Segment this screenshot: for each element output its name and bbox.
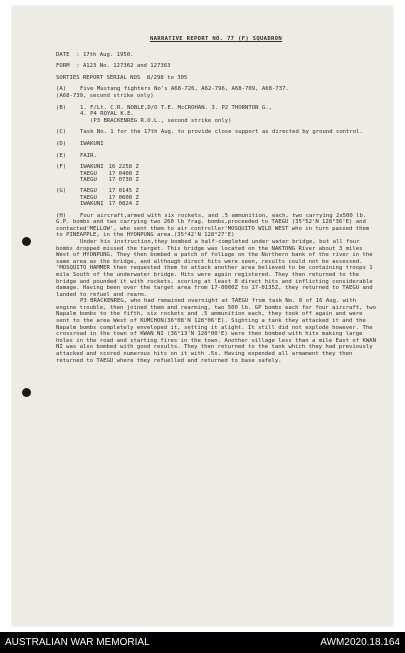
report-date: DATE : 17th Aug. 1950.: [56, 51, 134, 58]
table-row: TAEGU 17 0400 Z: [80, 170, 139, 177]
report-text: [56, 36, 376, 369]
punch-hole-icon: [22, 388, 31, 397]
table-row: IWAKUNI 16 2258 Z: [80, 164, 139, 171]
footer-institution: AUSTRALIAN WAR MEMORIAL: [5, 637, 150, 648]
report-form: FORM : A123 No. 127362 and 127363: [56, 63, 171, 70]
section-e: (E) FAIR.: [56, 152, 97, 159]
report-sorties: SORTIES REPORT SERIAL NOS 8/298 to 305: [56, 74, 188, 81]
section-b: (B) 1. F/Lt. C.R. NOBLE,D/O T.E. McCROHAN. 3. P2 THORNTON G., 4. P4 ROYAL K.E. (P3 BRACKENREG R.O.L., second strike only): [56, 104, 272, 124]
table-row: TAEGU 17 0600 Z: [80, 194, 139, 201]
section-c: (C) Task No. 1 for the 17th Aug. to provide close support as directed by ground control.: [56, 129, 363, 136]
punch-hole-icon: [22, 237, 31, 246]
section-h: (H) Four aircraft,armed with six rockets, and .5 ammunition, each, two carrying 2x500 lb. G.P. bombs and two carrying two 260 lb frag. bombs,proceeded to TAEGU (35°52'N 128°36'E) and contacted'MELLOW', who sent them to air controller'MOSQUITO WILD WEST who in turn passed them to PINEAPPLE, in the HYONPUNG area.(35°42'N 128°27'E) Under his instruction,they bombed a half-completed under water bridge, but all four bombs dropped missed the target. This bridge was located on the NAKTONG River about 3 miles West of HYONPUNG. They then bombed a patch of foliage on the Northern bank of the river in the same area as the bridge, and although direct hits were seen, results could not be assessed. 'MOSQUITO HAMMER then requested them to attack another area believed to be containing troops 1 mile South of the underwater bridge. Hits were again registered. They then returned to the bridge and pounded it with rockets, scoring at least 8 direct hits and inflicting considerable damage. Having been over the target area from 17-0000Z to 17-0135Z, they returned to TAEGU and landed to refuel and rearm. P3 BRACKENREG, who had remained overnight at TAEGU from task No. 8 of 16 Aug. with engine trouble, then joined them and rearming, two 500 lb. GP bombs each for four aircraft, two Napalm bombs to the fifth, six rockets and .5 ammunition each, they took off again and were sent to the area West of KUMCHON(36°08'N 128°06'E). Sighting a tank they attacked it and the Napalm bombs completely enveloped it, setting it alight. It still did not explode however. The crossroad in the town of KWAN NI (36°13'N 128°00'E) were then bombed with hits making large holes in the road and starting fires in the town. Another village less than a mile East of KWAN NI was also bombed with good results. They then returned to the tank which they had previously attacked and scored numerous hits on it with .5s. Having expended all armament they then returned to TAEGU where they refuelled and returned to base safely.: [56, 212, 376, 364]
section-d: (D) IWAKUNI: [56, 140, 104, 147]
table-row: IWAKUNI 17 0824 Z: [80, 201, 139, 208]
section-g: (G) TAEGU 17 0145 Z TAEGU 17 0600 Z IWAKUNI 17 0824 Z: [56, 188, 376, 207]
takeoff-times-table: [80, 164, 144, 183]
table-row: TAEGU 17 0730 Z: [80, 176, 139, 183]
footer-accession-number: AWM2020.18.164: [320, 637, 400, 648]
table-row: TAEGU 17 0145 Z: [80, 188, 139, 195]
report-title: NARRATIVE REPORT NO. 77 (F) SQUADRON: [149, 36, 283, 42]
section-f: (F) IWAKUNI 16 2258 Z TAEGU 17 0400 Z TAEGU 17 0730 Z: [56, 164, 376, 183]
section-a: (A) Five Mustang fighters No's A68-726, A62-796, A68-709, A68-737. (A68-739, second strike only): [56, 86, 289, 99]
landing-times-table: [80, 188, 144, 207]
archive-footer: [0, 632, 405, 653]
